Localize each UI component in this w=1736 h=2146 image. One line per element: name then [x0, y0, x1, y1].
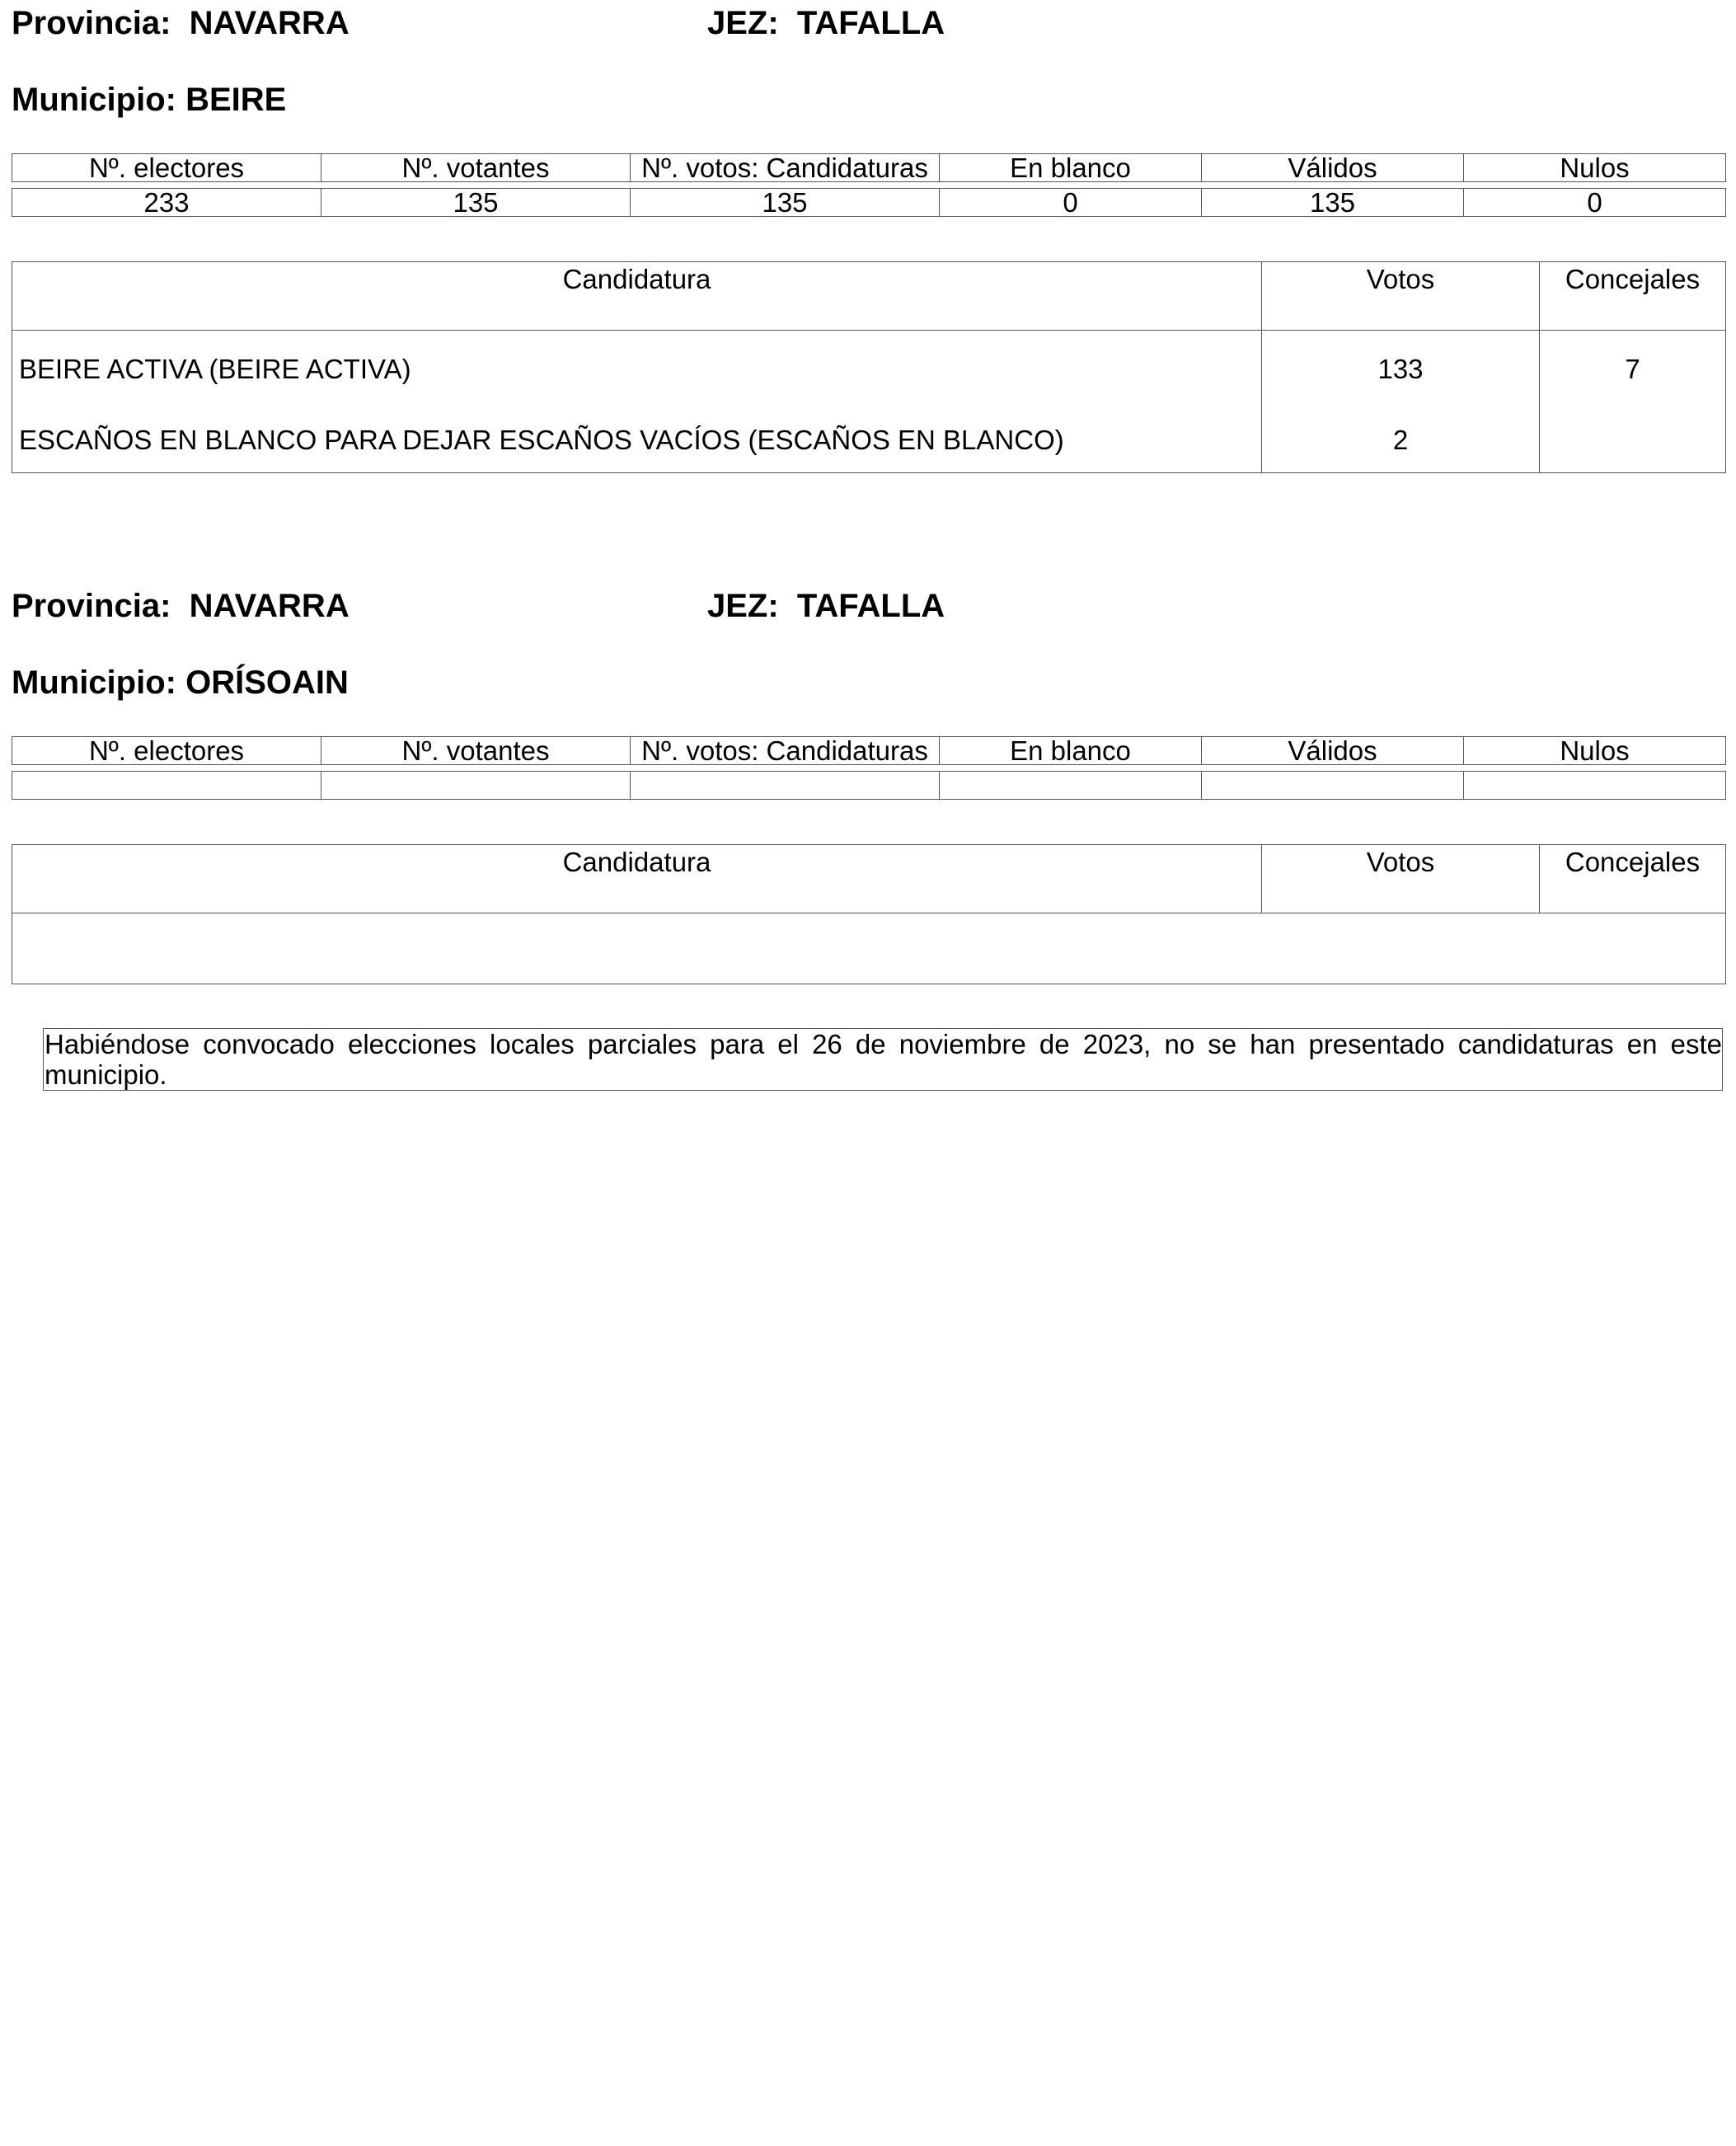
value-validos	[1202, 772, 1464, 800]
candidate-name: ESCAÑOS EN BLANCO PARA DEJAR ESCAÑOS VACÍOS (ESCAÑOS EN BLANCO)	[19, 425, 1064, 455]
stats-table-orisoain	[12, 736, 1726, 800]
value-votantes: 135	[321, 189, 631, 217]
municipio-heading: Municipio: ORÍSOAIN	[12, 664, 349, 701]
stats-header-row	[12, 154, 1726, 182]
value-votos-candidaturas: 135	[631, 189, 940, 217]
stats-table-beire	[12, 153, 1726, 217]
col-validos: Válidos	[1202, 154, 1464, 182]
header-votos: Votos	[1262, 262, 1540, 331]
col-electores: Nº. electores	[12, 737, 321, 765]
header-candidatura: Candidatura	[12, 845, 1262, 913]
candidate-concejales	[1540, 401, 1725, 472]
candidaturas-header-row	[12, 262, 1726, 331]
candidate-concejales: 7	[1625, 354, 1640, 384]
stats-value-row	[12, 772, 1726, 800]
stats-header-row	[12, 737, 1726, 765]
jez-heading: JEZ: TAFALLA	[707, 588, 945, 624]
col-votantes: Nº. votantes	[321, 154, 631, 182]
value-electores	[12, 772, 321, 800]
col-votos-candidaturas: Nº. votos: Candidaturas	[631, 154, 940, 182]
header-candidatura: Candidatura	[12, 262, 1262, 331]
value-votos-candidaturas	[631, 772, 940, 800]
candidate-votos: 2	[1392, 425, 1409, 455]
no-candidaturas-note: Habiéndose convocado elecciones locales parciales para el 26 de noviembre de 2023, no se han presentado candidaturas en este municipio.	[45, 1029, 1722, 1090]
value-electores: 233	[12, 189, 321, 217]
provincia-heading: Provincia: NAVARRA	[12, 5, 350, 41]
municipio-heading: Municipio: BEIRE	[12, 82, 287, 118]
candidate-votos: 133	[1377, 354, 1424, 384]
jez-heading: JEZ: TAFALLA	[707, 5, 945, 41]
value-en-blanco: 0	[940, 189, 1202, 217]
header-concejales: Concejales	[1540, 262, 1726, 331]
col-validos: Válidos	[1202, 737, 1464, 765]
candidaturas-table-orisoain	[12, 844, 1726, 984]
col-en-blanco: En blanco	[940, 154, 1202, 182]
candidaturas-table-beire	[12, 261, 1726, 473]
header-votos: Votos	[1262, 845, 1540, 913]
col-votantes: Nº. votantes	[321, 737, 631, 765]
col-electores: Nº. electores	[12, 154, 321, 182]
col-en-blanco: En blanco	[940, 737, 1202, 765]
stats-value-row	[12, 189, 1726, 217]
candidaturas-body-empty	[12, 913, 1726, 984]
value-validos: 135	[1202, 189, 1464, 217]
value-votantes	[321, 772, 631, 800]
value-nulos: 0	[1464, 189, 1726, 217]
provincia-heading: Provincia: NAVARRA	[12, 588, 350, 624]
col-nulos: Nulos	[1464, 154, 1726, 182]
candidaturas-header-row	[12, 845, 1726, 913]
candidate-name: BEIRE ACTIVA (BEIRE ACTIVA)	[19, 354, 411, 384]
header-concejales: Concejales	[1540, 845, 1726, 913]
col-nulos: Nulos	[1464, 737, 1726, 765]
value-nulos	[1464, 772, 1726, 800]
candidaturas-body	[12, 331, 1726, 473]
col-votos-candidaturas: Nº. votos: Candidaturas	[631, 737, 940, 765]
value-en-blanco	[940, 772, 1202, 800]
